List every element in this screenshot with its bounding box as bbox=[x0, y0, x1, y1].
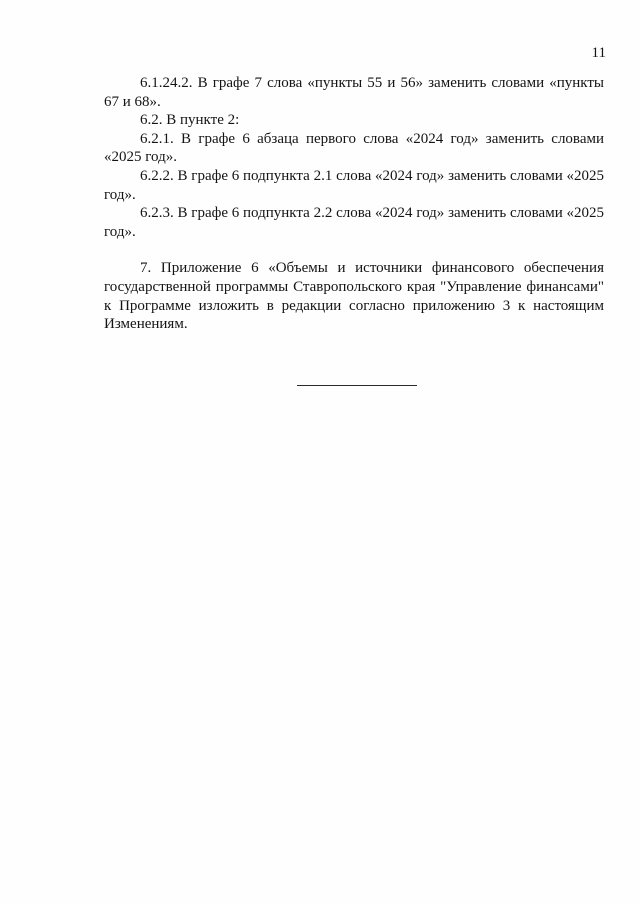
page-number: 11 bbox=[591, 45, 606, 61]
paragraph-6-2: 6.2. В пункте 2: bbox=[140, 112, 240, 129]
paragraph-6-2-3: 6.2.3. В графе 6 подпункта 2.2 слова «2024 год» заменить словами «2025 год». bbox=[104, 205, 604, 240]
end-of-text-rule bbox=[297, 385, 417, 386]
paragraph-7: 7. Приложение 6 «Объемы и источники финансового обеспечения государственной программы Ставропольского края "Управление финансами" к Программе изложить в редакции согласно приложению 3 к настоящим Изменениям. bbox=[104, 260, 604, 333]
document-body bbox=[104, 74, 604, 334]
paragraph-6-2-2: 6.2.2. В графе 6 подпункта 2.1 слова «2024 год» заменить словами «2025 год». bbox=[104, 167, 604, 203]
paragraph-6-2-1: 6.2.1. В графе 6 абзаца первого слова «2024 год» заменить словами «2025 год». bbox=[104, 130, 604, 166]
paragraph-spacer bbox=[104, 241, 604, 259]
paragraph-6-1-24-2: 6.1.24.2. В графе 7 слова «пункты 55 и 56» заменить словами «пункты 67 и 68». bbox=[104, 75, 604, 110]
